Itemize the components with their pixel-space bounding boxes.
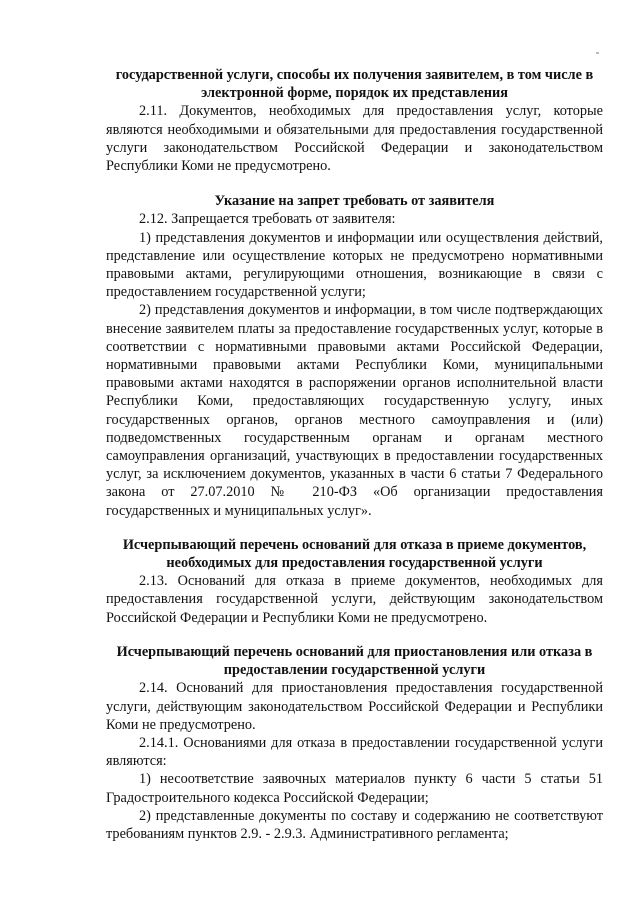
section-2-14-paragraph: 2.14. Оснований для приостановления предоставления государственной услуги, действующим законодательством Российской Федерации и Республики Коми не предусмотрено. — [106, 680, 603, 733]
section-2-11-heading: государственной услуги, способы их получения заявителем, в том числе в электронной форме, порядок их представления — [115, 67, 594, 102]
section-2-14-1-item-1: 1) несоответствие заявочных материалов пункту 6 части 5 статьи 51 Градостроительного кодекса Российской Федерации; — [106, 771, 603, 806]
scan-speck — [596, 52, 599, 54]
section-2-14-1-intro: 2.14.1. Основаниями для отказа в предоставлении государственной услуги являются: — [106, 734, 603, 770]
section-2-13-heading: Исчерпывающий перечень оснований для отказа в приеме документов, необходимых для предоставления государственной услуги — [122, 536, 587, 572]
section-2-14-1-item-2: 2) представленные документы по составу и содержанию не соответствуют требованиям пунктов 2.9. - 2.9.3. Административного регламента; — [106, 807, 603, 842]
section-2-12-item-1: 1) представления документов и информации или осуществления действий, представление или осуществление которых не предусмотрено нормативными правовыми актами, регулирующими отношения, возникающие в связи с предоставлением государственной услуги; — [106, 229, 603, 301]
document-page — [106, 66, 603, 843]
section-2-12-heading: Указание на запрет требовать от заявителя — [214, 193, 495, 210]
section-2-12-item-2: 2) представления документов и информации, в том числе подтверждающих внесение заявителем платы за предоставление государственных услуг, которые в соответствии с нормативными правовыми актами Российской Федерации, нормативными правовыми актами Республики Коми, муниципальными правовыми актами находятся в распоряжении органов исполнительной власти Республики Коми, предоставляющих государственную услугу, иных государственных органов, органов местного самоуправления и (или) подведомственных государственным органам и органам местного самоуправления организаций, участвующих в предоставлении государственных услуг, за исключением документов, указанных в части 6 статьи 7 Федерального закона от 27.07.2010 № 210-ФЗ «Об организации предоставления государственных и муниципальных услуг». — [106, 302, 603, 519]
section-2-13-paragraph: 2.13. Оснований для отказа в приеме документов, необходимых для предоставления государственной услуги, действующим законодательством Российской Федерации и Республики Коми не предусмотрено. — [106, 573, 603, 626]
section-2-14-heading: Исчерпывающий перечень оснований для приостановления или отказа в предоставлении государственной услуги — [116, 643, 593, 679]
section-2-11-paragraph: 2.11. Документов, необходимых для предоставления услуг, которые являются необходимыми и обязательными для предоставления государственной услуги законодательством Российской Федерации и законодательством Республики Коми не предусмотрено. — [106, 103, 603, 175]
section-2-12-intro: 2.12. Запрещается требовать от заявителя: — [139, 211, 396, 228]
